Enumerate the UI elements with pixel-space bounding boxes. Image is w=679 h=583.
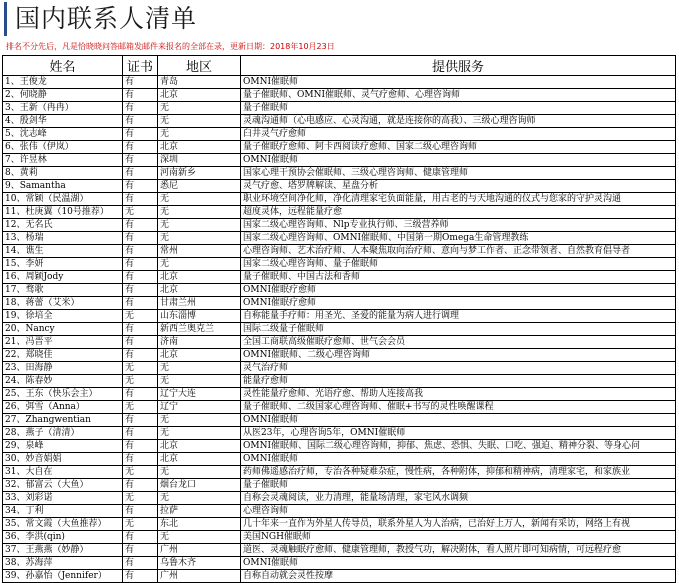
cell-name: 31、大自在 [3,466,123,479]
cell-certificate: 有 [123,349,158,362]
cell-region: 无 [158,466,241,479]
table-row [3,414,676,427]
cell-services: 灵气治疗师 [241,362,676,375]
cell-region: 辽宁 [158,401,241,414]
header-row [3,56,676,76]
cell-certificate: 有 [123,570,158,583]
cell-name: 11、杜庚翼（10号推荐） [3,206,123,219]
cell-certificate: 有 [123,479,158,492]
header-certificate: 证书 [123,56,158,76]
table-row [3,76,676,89]
table-row [3,128,676,141]
table-row [3,115,676,128]
cell-name: 24、陈春妙 [3,375,123,388]
cell-certificate: 有 [123,141,158,154]
cell-region: 东北 [158,518,241,531]
table-row [3,401,676,414]
table-row [3,362,676,375]
cell-name: 39、孙嘉怡（Jennifer） [3,570,123,583]
cell-services: 灵性能量疗愈师、光语疗愈、帮助人连接高我 [241,388,676,401]
cell-region: 无 [158,414,241,427]
cell-name: 2、何晓静 [3,89,123,102]
cell-region: 北京 [158,349,241,362]
cell-services: 臼井灵气疗愈师 [241,128,676,141]
cell-region: 悉尼 [158,180,241,193]
cell-certificate: 有 [123,336,158,349]
cell-services: OMNI催眠师 [241,453,676,466]
cell-services: 量子催眠师 [241,102,676,115]
cell-name: 22、郑晓佳 [3,349,123,362]
cell-region: 北京 [158,271,241,284]
cell-services: OMNI催眠疗愈师 [241,284,676,297]
cell-region: 济南 [158,336,241,349]
cell-name: 38、苏海萍 [3,557,123,570]
cell-name: 6、张伟（伊岚） [3,141,123,154]
cell-certificate: 无 [123,492,158,505]
cell-name: 30、妙音娟娟 [3,453,123,466]
cell-region: 无 [158,206,241,219]
cell-services: 国家心理干预协会催眠师、三级心理咨询师、健康管理师 [241,167,676,180]
table-row [3,466,676,479]
cell-certificate: 无 [123,518,158,531]
cell-region: 常州 [158,245,241,258]
cell-services: 量子催眠师 [241,479,676,492]
cell-services: 全国工商联高级催眠疗愈师、世气会会员 [241,336,676,349]
table-row [3,505,676,518]
cell-certificate: 有 [123,284,158,297]
cell-services: 自称自动就会灵性按摩 [241,570,676,583]
cell-certificate: 有 [123,180,158,193]
table-row [3,323,676,336]
table-row [3,336,676,349]
cell-services: 量子催眠师、二级国家心理咨询师、催眠+书写的灵性唤醒课程 [241,401,676,414]
cell-services: 能量疗愈师 [241,375,676,388]
table-row [3,154,676,167]
table-row [3,544,676,557]
cell-region: 北京 [158,89,241,102]
cell-name: 12、无名氏 [3,219,123,232]
cell-services: 心理咨询师 [241,505,676,518]
cell-name: 37、王燕燕（妙静） [3,544,123,557]
header-region: 地区 [158,56,241,76]
page-title: 国内联系人清单 [4,2,255,36]
cell-name: 33、刘彩诺 [3,492,123,505]
table-row [3,271,676,284]
cell-region: 北京 [158,284,241,297]
cell-services: OMNI催眠师 [241,557,676,570]
table-row [3,219,676,232]
cell-certificate: 有 [123,427,158,440]
cell-services: 灵魂沟通师（心电感应、心灵沟通，就是连接你的高我）、三级心理咨询师 [241,115,676,128]
cell-region: 无 [158,128,241,141]
cell-services: 自称会灵魂阅读，业力清理，能量场清理，家宅风水调频 [241,492,676,505]
cell-certificate: 有 [123,154,158,167]
cell-certificate: 有 [123,245,158,258]
cell-services: 自称能量手疗师：用圣光、圣爱的能量为病人进行调理 [241,310,676,323]
cell-services: 量子催眠师、中国古法和香师 [241,271,676,284]
cell-certificate: 有 [123,89,158,102]
cell-certificate: 无 [123,310,158,323]
cell-certificate: 有 [123,167,158,180]
cell-certificate: 有 [123,193,158,206]
cell-region: 无 [158,102,241,115]
cell-name: 3、王新（冉冉） [3,102,123,115]
cell-region: 河南新乡 [158,167,241,180]
cell-certificate: 有 [123,544,158,557]
table-row [3,479,676,492]
cell-name: 29、泉峰 [3,440,123,453]
table-row [3,245,676,258]
table-row [3,167,676,180]
cell-name: 18、蒋蕾（艾米） [3,297,123,310]
cell-name: 4、殷剑华 [3,115,123,128]
table-row [3,193,676,206]
table-row [3,284,676,297]
cell-region: 无 [158,375,241,388]
cell-services: 国家二级心理咨询师、Nlp专业执行师、三级营养师 [241,219,676,232]
cell-name: 32、郁富云（大鱼） [3,479,123,492]
cell-region: 甘肃兰州 [158,297,241,310]
cell-certificate: 无 [123,466,158,479]
cell-certificate: 有 [123,297,158,310]
cell-services: 灵气疗愈、塔罗牌解读、星盘分析 [241,180,676,193]
cell-region: 烟台龙口 [158,479,241,492]
table-row [3,180,676,193]
cell-certificate: 有 [123,557,158,570]
table-row [3,453,676,466]
cell-certificate: 无 [123,401,158,414]
cell-certificate: 有 [123,440,158,453]
cell-region: 北京 [158,141,241,154]
cell-region: 无 [158,362,241,375]
cell-certificate: 有 [123,505,158,518]
cell-services: OMNI催眠师 [241,76,676,89]
cell-name: 13、杨瑞 [3,232,123,245]
cell-services: 量子催眠疗愈师、阿卡西阅读疗愈师、国家二级心理咨询师 [241,141,676,154]
cell-certificate: 有 [123,414,158,427]
cell-name: 20、Nancy [3,323,123,336]
table-row [3,440,676,453]
cell-name: 23、田海静 [3,362,123,375]
cell-name: 28、燕子（清清） [3,427,123,440]
cell-services: OMNI催眠师 [241,154,676,167]
cell-certificate: 有 [123,323,158,336]
table-row [3,310,676,323]
cell-services: OMNI催眠师、国际二级心理咨询师，抑郁、焦虑、恐惧、失眠、口吃、强迫、精神分裂、等身心问 [241,440,676,453]
cell-region: 深圳 [158,154,241,167]
table-row [3,89,676,102]
cell-services: 国家二级心理咨询师、量子催眠师 [241,258,676,271]
cell-services: OMNI催眠师 [241,414,676,427]
cell-services: 国家二级心理咨询师、OMNI催眠师、中国第一期Omega生命管理教练 [241,232,676,245]
cell-services: OMNI催眠师、二级心理咨询师 [241,349,676,362]
table-row [3,102,676,115]
cell-region: 无 [158,258,241,271]
table-row [3,427,676,440]
cell-certificate: 有 [123,232,158,245]
cell-certificate: 有 [123,531,158,544]
cell-region: 无 [158,115,241,128]
cell-region: 辽宁大连 [158,388,241,401]
cell-name: 1、王俊龙 [3,76,123,89]
table-row [3,349,676,362]
header-name: 姓名 [3,56,123,76]
table-row [3,297,676,310]
table-row [3,232,676,245]
cell-certificate: 有 [123,102,158,115]
header-services: 提供服务 [241,56,676,76]
table-row [3,388,676,401]
cell-certificate: 有 [123,453,158,466]
cell-services: 从医23年，心理咨询5年，OMNI催眠师 [241,427,676,440]
cell-name: 10、常颖（民温湖） [3,193,123,206]
cell-region: 广州 [158,570,241,583]
cell-region: 广州 [158,544,241,557]
cell-name: 14、谯生 [3,245,123,258]
cell-region: 拉萨 [158,505,241,518]
cell-region: 无 [158,219,241,232]
cell-region: 新西兰奥克兰 [158,323,241,336]
cell-name: 34、丁利 [3,505,123,518]
cell-services: 心理咨询师、艺术治疗师、人本聚焦取向治疗师、意向与梦工作者、正念带领者、自然教育倡导者 [241,245,676,258]
table-row [3,518,676,531]
cell-region: 无 [158,232,241,245]
cell-services: 超度灵体，远程能量疗愈 [241,206,676,219]
cell-region: 青岛 [158,76,241,89]
cell-services: 几十年来一直作为外星人传导员，联系外星人为人治病，已治好上万人，新闻有采访，网络上有视 [241,518,676,531]
contacts-table [2,55,676,583]
table-row [3,258,676,271]
cell-name: 8、黄莉 [3,167,123,180]
cell-name: 9、Samantha [3,180,123,193]
cell-certificate: 有 [123,258,158,271]
cell-name: 21、冯晋平 [3,336,123,349]
table-row [3,570,676,583]
cell-region: 无 [158,427,241,440]
cell-region: 北京 [158,440,241,453]
cell-name: 36、李洪(qin) [3,531,123,544]
cell-certificate: 有 [123,219,158,232]
cell-certificate: 无 [123,375,158,388]
cell-region: 无 [158,193,241,206]
table-row [3,531,676,544]
table-row [3,141,676,154]
cell-name: 17、骛歌 [3,284,123,297]
cell-services: 道医、灵魂触眠疗愈师、健康管理师，教授气功，解决附体，看人照片即可知病情，可远程疗愈 [241,544,676,557]
cell-name: 35、常文霞（大鱼推荐） [3,518,123,531]
cell-region: 山东淄博 [158,310,241,323]
cell-certificate: 有 [123,115,158,128]
cell-name: 5、沈志峰 [3,128,123,141]
cell-name: 19、徐培全 [3,310,123,323]
cell-name: 25、王东（快乐会主） [3,388,123,401]
cell-certificate: 有 [123,388,158,401]
cell-name: 26、弭雪（Anna） [3,401,123,414]
table-row [3,206,676,219]
update-notice: 排名不分先后，凡是恰晓晓问答邮箱发邮件来报名的全部在录，更新日期：2018年10月23日 [6,42,335,51]
cell-services: 量子催眠师、OMNI催眠师、灵气疗愈师、心理咨询师 [241,89,676,102]
cell-region: 无 [158,492,241,505]
cell-services: OMNI催眠疗愈师 [241,297,676,310]
cell-name: 27、Zhangwentian [3,414,123,427]
cell-certificate: 有 [123,128,158,141]
cell-certificate: 有 [123,271,158,284]
cell-services: 美国NGH催眠师 [241,531,676,544]
cell-name: 7、许昱林 [3,154,123,167]
table-row [3,375,676,388]
cell-services: 国际二级量子催眠师 [241,323,676,336]
cell-region: 无 [158,531,241,544]
cell-certificate: 有 [123,76,158,89]
table-row [3,557,676,570]
cell-services: 药师佛遥感治疗师，专治各种疑难杂症，慢性病，各种附体，抑郁和精神病，清理家宅，和家族业 [241,466,676,479]
cell-name: 15、李妍 [3,258,123,271]
cell-services: 职业环境空间净化师，净化清理家宅负面能量，用古老的与天地沟通的仪式与您家的守护灵沟通 [241,193,676,206]
cell-region: 北京 [158,453,241,466]
table-row [3,492,676,505]
cell-certificate: 无 [123,362,158,375]
cell-name: 16、周颖Jody [3,271,123,284]
cell-region: 乌鲁木齐 [158,557,241,570]
cell-certificate: 无 [123,206,158,219]
